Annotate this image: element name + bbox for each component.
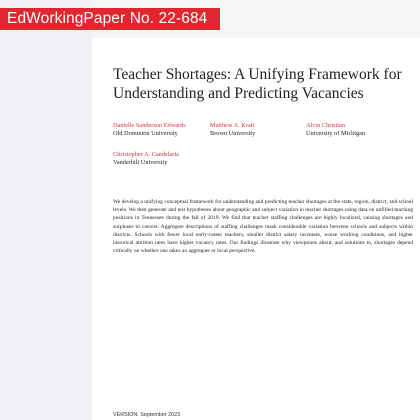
author-block-1 — [113, 122, 186, 138]
paper-title — [113, 66, 413, 103]
author-affiliation: Vanderbilt University — [113, 159, 168, 166]
author-block-2 — [210, 122, 255, 138]
author-affiliation: Old Dominion University — [113, 130, 178, 137]
series-banner: EdWorkingPaper No. 22-684 — [0, 8, 220, 30]
author-name: Alvin Christian — [306, 122, 346, 129]
title-line-2: Understanding and Predicting Vacancies — [113, 84, 364, 102]
title-line-1: Teacher Shortages: A Unifying Framework for — [113, 66, 402, 83]
author-affiliation: University of Michigan — [306, 130, 366, 137]
author-name: Christopher A. Candelaria — [113, 151, 179, 158]
author-name: Matthew A. Kraft — [210, 122, 255, 129]
author-block-3 — [306, 122, 365, 138]
version-label: VERSION: September 2023 — [113, 412, 181, 418]
author-affiliation: Brown University — [210, 130, 256, 137]
abstract: We develop a unifying conceptual framework for understanding and predicting teacher shortages at the state, region, district, and school levels. We then generate and test hypotheses about geographic and subject variation in teacher shortages using data on unfilled teaching positions in Tennessee during the fall of 2019. We find that teacher staffing challenges are highly localized, causing shortages and surpluses to coexist. Aggregate descriptions of staffing challenges mask considerable variation between schools and subjects within districts. Schools with fewer local early-career teachers, smaller district salary increases, worse working conditions, and higher historical attrition rates have higher vacancy rates. Our findings illustrate why viewpoints about, and solutions to, shortages depend critically on whether one takes an aggregate or local perspective. — [113, 199, 413, 255]
author-block-4 — [113, 151, 179, 167]
author-name: Danielle Sanderson Edwards — [113, 122, 186, 129]
left-margin-panel — [0, 0, 92, 420]
